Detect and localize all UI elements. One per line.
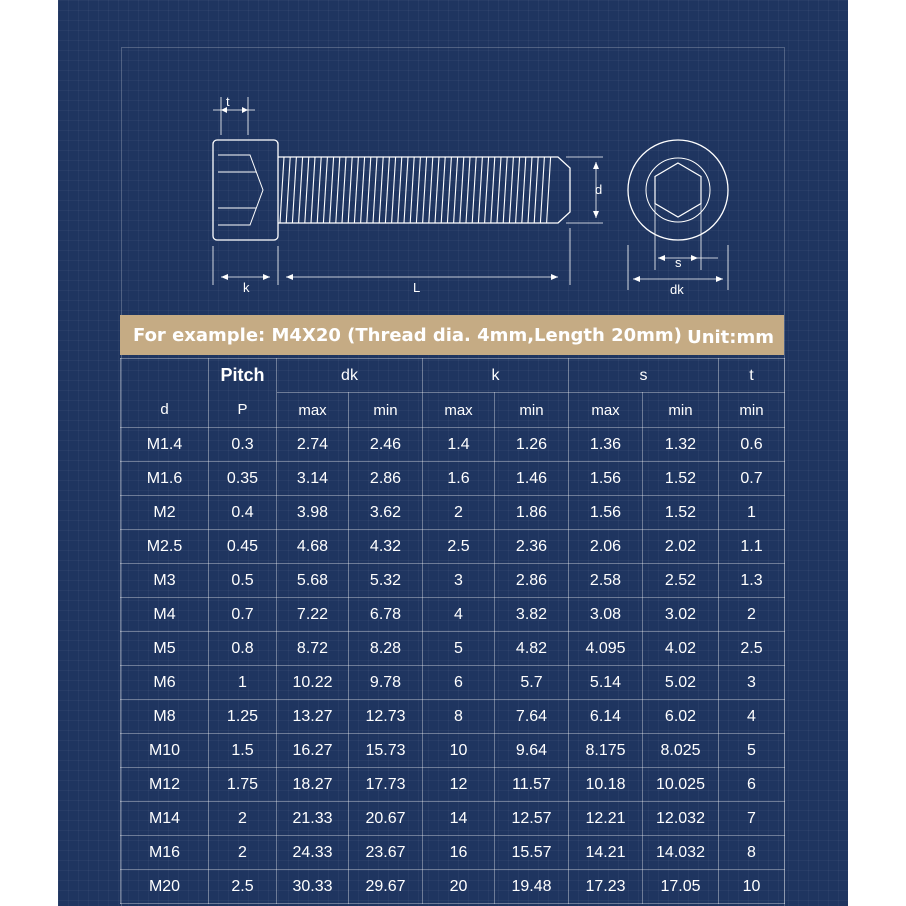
header-sub-cell: min [643,393,719,428]
table-cell: 20 [423,870,495,904]
table-cell: M10 [121,734,209,768]
header-k: k [423,359,569,393]
header-sub-cell: d [121,393,209,428]
table-cell: 17.05 [643,870,719,904]
table-row [121,496,785,530]
label-L: L [413,280,421,295]
table-cell: 1 [209,666,277,700]
header-sub-cell: min [495,393,569,428]
table-cell: 4.02 [643,632,719,666]
table-cell: 3 [719,666,785,700]
table-cell: 10.18 [569,768,643,802]
label-t: t [226,94,230,109]
table-cell: 0.35 [209,462,277,496]
table-cell: 1.86 [495,496,569,530]
table-cell: 1.1 [719,530,785,564]
table-cell: 15.73 [349,734,423,768]
table-cell: M4 [121,598,209,632]
table-cell: 0.6 [719,428,785,462]
table-cell: 8 [423,700,495,734]
table-cell: 1.3 [719,564,785,598]
header-dk: dk [277,359,423,393]
table-row [121,734,785,768]
table-cell: 5 [423,632,495,666]
table-cell: 4.82 [495,632,569,666]
table-cell: 9.78 [349,666,423,700]
table-cell: 5.14 [569,666,643,700]
table-cell: 2.86 [495,564,569,598]
table-cell: 0.45 [209,530,277,564]
table-cell: 17.73 [349,768,423,802]
table-cell: 5.68 [277,564,349,598]
table-cell: 6 [423,666,495,700]
table-row [121,666,785,700]
header-sub-cell: min [349,393,423,428]
spec-card [58,0,848,906]
table-cell: 5.7 [495,666,569,700]
table-cell: 2.02 [643,530,719,564]
table-cell: 1.46 [495,462,569,496]
table-row [121,598,785,632]
table-cell: 14.032 [643,836,719,870]
table-cell: 1.32 [643,428,719,462]
table-cell: 10.22 [277,666,349,700]
table-cell: 2 [209,802,277,836]
head-end-view [628,140,728,240]
table-cell: 1.56 [569,462,643,496]
table-cell: 2.5 [719,632,785,666]
table-cell: 12.57 [495,802,569,836]
table-cell: 7 [719,802,785,836]
example-text: For example: M4X20 (Thread dia. 4mm,Length 20mm) [133,325,682,346]
table-cell: 3.14 [277,462,349,496]
unit-text: Unit:mm [687,327,774,348]
table-cell: 10.025 [643,768,719,802]
table-cell: 23.67 [349,836,423,870]
table-row [121,564,785,598]
label-d: d [595,182,603,197]
table-cell: 2 [719,598,785,632]
table-cell: 3.82 [495,598,569,632]
table-row [121,530,785,564]
table-row [121,428,785,462]
table-cell: M6 [121,666,209,700]
table-cell: 3.02 [643,598,719,632]
table-cell: 2.5 [423,530,495,564]
table-cell: M8 [121,700,209,734]
table-cell: M14 [121,802,209,836]
table-row [121,836,785,870]
table-cell: 9.64 [495,734,569,768]
table-cell: 19.48 [495,870,569,904]
table-cell: M1.6 [121,462,209,496]
table-cell: 10 [423,734,495,768]
table-cell: 14.21 [569,836,643,870]
table-cell: 8 [719,836,785,870]
table-cell: 2.58 [569,564,643,598]
table-cell: 2 [209,836,277,870]
header-t: t [719,359,785,393]
table-cell: 21.33 [277,802,349,836]
table-cell: 7.22 [277,598,349,632]
header-sub-cell: min [719,393,785,428]
table-row [121,632,785,666]
table-cell: 18.27 [277,768,349,802]
table-cell: 1.36 [569,428,643,462]
header-sub-cell: max [569,393,643,428]
table-cell: 4 [423,598,495,632]
table-cell: 4.32 [349,530,423,564]
header-sub-cell: P [209,393,277,428]
table-cell: 4 [719,700,785,734]
table-row [121,462,785,496]
header-row-sub [121,393,785,428]
table-cell: 3.62 [349,496,423,530]
table-cell: 10 [719,870,785,904]
label-dk: dk [670,282,684,297]
table-cell: 6.14 [569,700,643,734]
table-cell: 24.33 [277,836,349,870]
table-row [121,870,785,904]
table-cell: 0.3 [209,428,277,462]
table-cell: 1.56 [569,496,643,530]
table-cell: M20 [121,870,209,904]
table-cell: 13.27 [277,700,349,734]
example-banner [120,315,784,355]
table-cell: 4.68 [277,530,349,564]
header-row-top [121,359,785,393]
table-cell: 1.52 [643,496,719,530]
table-cell: 0.4 [209,496,277,530]
table-cell: M16 [121,836,209,870]
table-cell: 6.78 [349,598,423,632]
table-cell: 8.72 [277,632,349,666]
thread-lines [280,157,551,223]
table-cell: 1.4 [423,428,495,462]
hex-socket-profile [218,155,263,225]
table-cell: 7.64 [495,700,569,734]
table-cell: 2.74 [277,428,349,462]
table-cell: M5 [121,632,209,666]
table-cell: 12 [423,768,495,802]
header-pitch: Pitch [209,359,277,393]
table-cell: 1.25 [209,700,277,734]
table-cell: 6 [719,768,785,802]
table-cell: 12.21 [569,802,643,836]
table-row [121,802,785,836]
table-body [121,428,785,904]
table-row [121,700,785,734]
table-cell: 6.02 [643,700,719,734]
table-cell: 12.73 [349,700,423,734]
table-cell: 3 [423,564,495,598]
table-cell: 0.7 [719,462,785,496]
table-cell: 1.6 [423,462,495,496]
table-cell: 8.28 [349,632,423,666]
table-cell: 0.7 [209,598,277,632]
table-cell: 14 [423,802,495,836]
table-cell: 2.86 [349,462,423,496]
table-cell: 15.57 [495,836,569,870]
table-cell: 2 [423,496,495,530]
header-s: s [569,359,719,393]
table-cell: 11.57 [495,768,569,802]
table-cell: 17.23 [569,870,643,904]
header-sub-cell: max [277,393,349,428]
table-cell: 3.08 [569,598,643,632]
hex-socket [655,163,701,217]
table-cell: 2.5 [209,870,277,904]
table-cell: 0.5 [209,564,277,598]
table-cell: 5.02 [643,666,719,700]
spec-table [120,358,785,904]
table-cell: 16.27 [277,734,349,768]
table-cell: M2 [121,496,209,530]
table-cell: 1.26 [495,428,569,462]
table-cell: 0.8 [209,632,277,666]
table-cell: 3.98 [277,496,349,530]
table-cell: 2.06 [569,530,643,564]
table-cell: 30.33 [277,870,349,904]
label-k: k [243,280,250,295]
header-sub-cell: max [423,393,495,428]
table-cell: 8.025 [643,734,719,768]
table-cell: 5 [719,734,785,768]
screw-diagram [58,0,848,310]
table-cell: 1 [719,496,785,530]
table-cell: 20.67 [349,802,423,836]
table-cell: 1.75 [209,768,277,802]
table-cell: 1.5 [209,734,277,768]
table-cell: 1.52 [643,462,719,496]
table-cell: 29.67 [349,870,423,904]
table-row [121,768,785,802]
screw-shank [278,157,570,223]
label-s: s [675,255,682,270]
header-d-top [121,359,209,393]
table-cell: M1.4 [121,428,209,462]
table-cell: 4.095 [569,632,643,666]
table-cell: M12 [121,768,209,802]
table-cell: 5.32 [349,564,423,598]
table-cell: 2.52 [643,564,719,598]
table-cell: 8.175 [569,734,643,768]
table-cell: 2.36 [495,530,569,564]
table-cell: 12.032 [643,802,719,836]
table-cell: M3 [121,564,209,598]
table-cell: 2.46 [349,428,423,462]
table-cell: 16 [423,836,495,870]
table-cell: M2.5 [121,530,209,564]
